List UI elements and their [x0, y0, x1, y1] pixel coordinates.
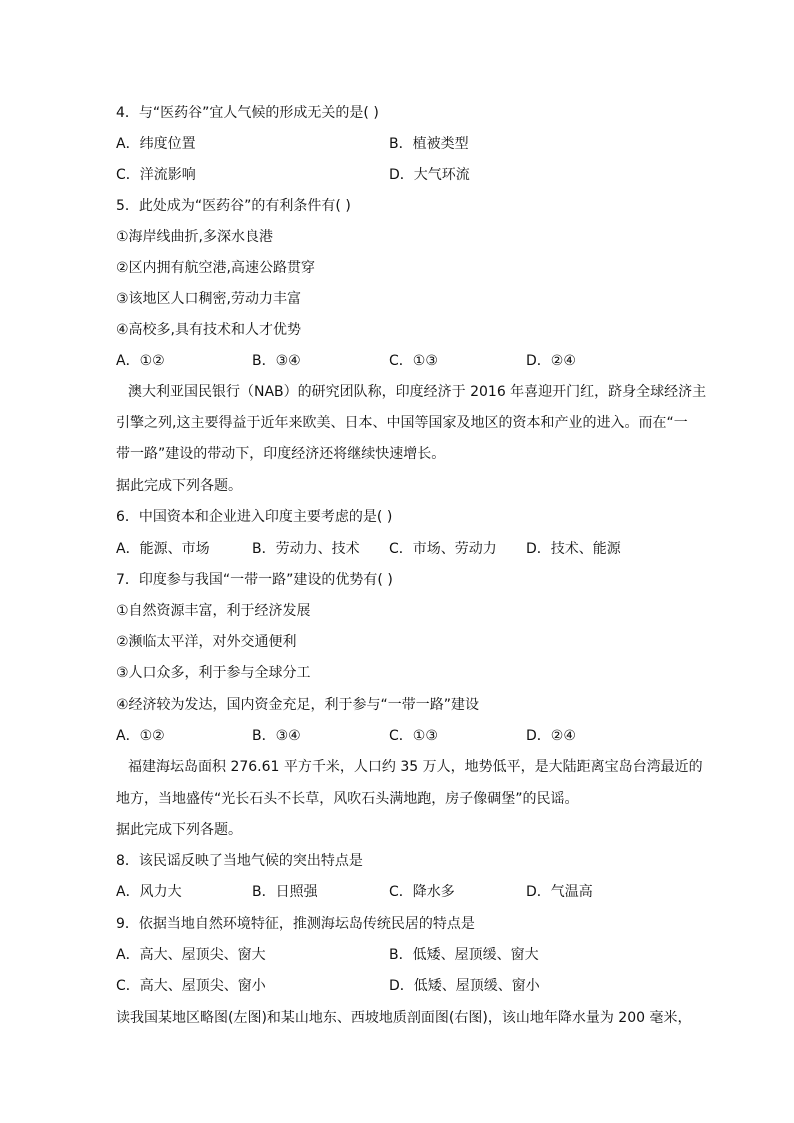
- question-5-option-c: C．①③: [389, 353, 438, 369]
- question-6-stem: 6．中国资本和企业进入印度主要考虑的是( ): [116, 509, 393, 525]
- question-8-option-a: A．风力大: [116, 884, 182, 900]
- question-7-option-c: C．①③: [389, 728, 438, 744]
- question-5-option-b: B．③④: [252, 353, 301, 369]
- question-7-option-d: D．②④: [526, 728, 576, 744]
- trailing-paragraph-line: 读我国某地区略图(左图)和某山地东、西坡地质剖面图(右图)，该山地年降水量为 200 毫米，: [116, 1010, 692, 1026]
- passage-1-line-1: 澳大利亚国民银行（NAB）的研究团队称，印度经济于 2016 年喜迎开门红，跻身全球经济主: [128, 384, 707, 400]
- question-5-item-2: ②区内拥有航空港,高速公路贯穿: [116, 260, 316, 276]
- question-8-option-d: D．气温高: [526, 884, 593, 900]
- question-6-option-c: C．市场、劳动力: [389, 541, 497, 557]
- question-7-item-2: ②濒临太平洋，对外交通便利: [116, 634, 297, 650]
- passage-2-prompt: 据此完成下列各题。: [116, 822, 242, 838]
- passage-2-line-1: 福建海坛岛面积 276.61 平方千米，人口约 35 万人，地势低平，是大陆距离宝岛台湾最近的: [128, 759, 703, 775]
- question-6-option-b: B．劳动力、技术: [252, 541, 360, 557]
- passage-1-line-3: 带一路”建设的带动下，印度经济还将继续快速增长。: [116, 446, 446, 462]
- question-7-option-a: A．①②: [116, 728, 165, 744]
- question-6-option-a: A．能源、市场: [116, 541, 210, 557]
- question-5-item-4: ④高校多,具有技术和人才优势: [116, 322, 302, 338]
- question-4-option-c: C．洋流影响: [116, 167, 196, 183]
- question-9-option-b: B．低矮、屋顶缓、窗大: [389, 947, 539, 963]
- question-9-option-c: C．高大、屋顶尖、窗小: [116, 978, 266, 994]
- question-7-item-3: ③人口众多，利于参与全球分工: [116, 665, 311, 681]
- question-8-option-c: C．降水多: [389, 884, 455, 900]
- question-7-item-1: ①自然资源丰富，利于经济发展: [116, 603, 311, 619]
- question-5-option-a: A．①②: [116, 353, 165, 369]
- question-4-stem: 4．与“医药谷”宜人气候的形成无关的是( ): [116, 105, 379, 121]
- passage-1-prompt: 据此完成下列各题。: [116, 478, 242, 494]
- question-5-item-1: ①海岸线曲折,多深水良港: [116, 229, 274, 245]
- question-7-stem: 7．印度参与我国“一带一路”建设的优势有( ): [116, 572, 393, 588]
- passage-2-line-2: 地方，当地盛传“光长石头不长草，风吹石头满地跑，房子像碉堡”的民谣。: [116, 791, 579, 807]
- question-8-option-b: B．日照强: [252, 884, 318, 900]
- question-8-stem: 8．该民谣反映了当地气候的突出特点是: [116, 853, 363, 869]
- passage-1-line-2: 引擎之列,这主要得益于近年来欧美、日本、中国等国家及地区的资本和产业的进入。而在“一: [116, 415, 688, 431]
- question-6-option-d: D．技术、能源: [526, 541, 621, 557]
- question-9-option-d: D．低矮、屋顶缓、窗小: [389, 978, 540, 994]
- question-4-option-b: B．植被类型: [389, 136, 469, 152]
- question-7-option-b: B．③④: [252, 728, 301, 744]
- question-5-option-d: D．②④: [526, 353, 576, 369]
- question-7-item-4: ④经济较为发达，国内资金充足，利于参与“一带一路”建设: [116, 697, 480, 713]
- question-9-option-a: A．高大、屋顶尖、窗大: [116, 947, 266, 963]
- question-4-option-d: D．大气环流: [389, 167, 470, 183]
- question-5-stem: 5．此处成为“医药谷”的有利条件有( ): [116, 198, 351, 214]
- question-9-stem: 9．依据当地自然环境特征，推测海坛岛传统民居的特点是: [116, 916, 475, 932]
- question-4-option-a: A．纬度位置: [116, 136, 196, 152]
- question-5-item-3: ③该地区人口稠密,劳动力丰富: [116, 291, 302, 307]
